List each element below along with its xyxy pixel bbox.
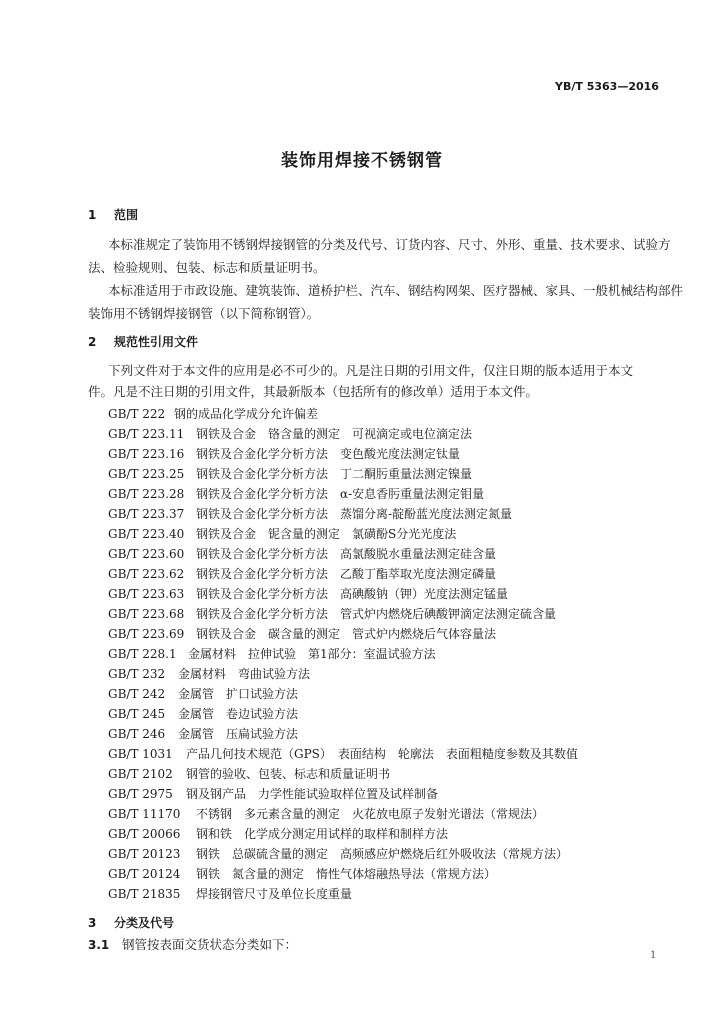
reference-code: GB/T 20066 <box>108 827 181 841</box>
reference-item <box>108 605 556 622</box>
reference-title: 钢铁 氮含量的测定 惰性气体熔融热导法（常规方法） <box>196 867 497 881</box>
page-number: 1 <box>650 950 657 961</box>
reference-code: GB/T 223.63 <box>108 587 185 601</box>
reference-item <box>108 565 496 582</box>
reference-item <box>108 405 318 422</box>
reference-title: 钢及钢产品 力学性能试验取样位置及试样制备 <box>186 787 439 801</box>
reference-code: GB/T 223.16 <box>108 447 185 461</box>
reference-title: 不锈钢 多元素含量的测定 火花放电原子发射光谱法（常规法） <box>196 807 545 821</box>
section-3-heading <box>88 914 174 931</box>
reference-title: 钢铁及合金化学分析方法 管式炉内燃烧后碘酸钾滴定法测定硫含量 <box>196 607 557 621</box>
scope-paragraph-2-line-2: 装饰用不锈钢焊接钢管（以下简称钢管）。 <box>88 306 320 321</box>
reference-title: 钢铁及合金化学分析方法 丁二酮肟重量法测定镍量 <box>196 467 473 481</box>
reference-title: 焊接钢管尺寸及单位长度重量 <box>196 887 353 901</box>
reference-item <box>108 525 456 542</box>
reference-code: GB/T 246 <box>108 727 166 741</box>
reference-item <box>108 625 496 642</box>
reference-code: GB/T 242 <box>108 687 166 701</box>
reference-code: GB/T 223.69 <box>108 627 185 641</box>
section-number: 2 <box>88 335 97 349</box>
reference-code: GB/T 20124 <box>108 867 181 881</box>
reference-item <box>108 465 472 482</box>
reference-item <box>108 645 436 662</box>
reference-title: 钢铁及合金化学分析方法 高碘酸钠（钾）光度法测定锰量 <box>196 587 509 601</box>
reference-title: 产品几何技术规范（GPS） 表面结构 轮廓法 表面粗糙度参数及其数值 <box>186 747 578 761</box>
section-title: 规范性引用文件 <box>114 335 199 349</box>
scope-paragraph-2-line-1: 本标准适用于市政设施、建筑装饰、道桥护栏、汽车、钢结构网架、医疗器械、家具、一般机械结构部件 <box>108 283 684 298</box>
reference-title: 钢铁及合金化学分析方法 蒸馏分离-靛酚蓝光度法测定氮量 <box>196 507 513 521</box>
scope-paragraph-1-line-1: 本标准规定了装饰用不锈钢焊接钢管的分类及代号、订货内容、尺寸、外形、重量、技术要求、试验方 <box>108 237 671 252</box>
reference-code: GB/T 2975 <box>108 787 173 801</box>
section-1-heading <box>88 206 138 223</box>
reference-item <box>108 885 352 902</box>
reference-code: GB/T 1031 <box>108 747 173 761</box>
reference-title: 金属管 压扁试验方法 <box>178 727 299 741</box>
section-title: 分类及代号 <box>114 916 175 930</box>
reference-item <box>108 425 472 442</box>
reference-code: GB/T 228.1 <box>108 647 177 661</box>
reference-item <box>108 485 484 502</box>
reference-code: GB/T 223.37 <box>108 507 185 521</box>
clause-3-1 <box>88 934 297 956</box>
reference-title: 钢铁 总碳硫含量的测定 高频感应炉燃烧后红外吸收法（常规方法） <box>196 847 569 861</box>
reference-item <box>108 705 298 722</box>
reference-code: GB/T 223.11 <box>108 427 185 441</box>
reference-title: 金属管 卷边试验方法 <box>178 707 299 721</box>
scope-paragraph-1-line-2: 法、检验规则、包装、标志和质量证明书。 <box>88 260 326 275</box>
reference-title: 金属管 扩口试验方法 <box>178 687 299 701</box>
reference-code: GB/T 21835 <box>108 887 181 901</box>
reference-code: GB/T 223.40 <box>108 527 185 541</box>
section-2-heading <box>88 333 198 350</box>
reference-code: GB/T 223.60 <box>108 547 185 561</box>
references-intro-line-2: 件。凡是不注日期的引用文件，其最新版本（包括所有的修改单）适用于本文件。 <box>88 384 539 399</box>
section-number: 1 <box>88 208 97 222</box>
reference-title: 钢管的验收、包装、标志和质量证明书 <box>186 767 391 781</box>
reference-title: 钢铁及合金化学分析方法 高氯酸脱水重量法测定硅含量 <box>196 547 497 561</box>
reference-item <box>108 665 310 682</box>
reference-title: 钢和铁 化学成分测定用试样的取样和制样方法 <box>196 827 449 841</box>
reference-item <box>108 785 438 802</box>
reference-item <box>108 765 390 782</box>
reference-title: 钢铁及合金 铌含量的测定 氯磺酚S分光光度法 <box>196 527 457 541</box>
reference-item <box>108 865 496 882</box>
reference-item <box>108 825 448 842</box>
reference-code: GB/T 2102 <box>108 767 173 781</box>
reference-code: GB/T 232 <box>108 667 166 681</box>
reference-code: GB/T 11170 <box>108 807 181 821</box>
reference-code: GB/T 223.25 <box>108 467 185 481</box>
clause-number: 3.1 <box>88 938 110 952</box>
reference-title: 金属材料 拉伸试验 第1部分：室温试验方法 <box>188 647 436 661</box>
reference-code: GB/T 223.68 <box>108 607 185 621</box>
reference-code: GB/T 223.62 <box>108 567 185 581</box>
reference-item <box>108 805 544 822</box>
reference-title: 钢铁及合金 铬含量的测定 可视滴定或电位滴定法 <box>196 427 473 441</box>
reference-title: 钢铁及合金 碳含量的测定 管式炉内燃烧后气体容量法 <box>196 627 497 641</box>
references-intro-line-1: 下列文件对于本文件的应用是必不可少的。凡是注日期的引用文件，仅注日期的版本适用于本文 <box>108 363 634 378</box>
section-number: 3 <box>88 916 97 930</box>
reference-code: GB/T 222 <box>108 407 166 421</box>
reference-title: 钢铁及合金化学分析方法 α-安息香肟重量法测定钼量 <box>196 487 485 501</box>
reference-item <box>108 725 298 742</box>
reference-item <box>108 685 298 702</box>
reference-item <box>108 505 512 522</box>
reference-item <box>108 545 496 562</box>
reference-title: 金属材料 弯曲试验方法 <box>178 667 311 681</box>
reference-code: GB/T 20123 <box>108 847 181 861</box>
reference-item <box>108 445 460 462</box>
reference-item <box>108 745 578 762</box>
document-title: 装饰用焊接不锈钢管 <box>281 151 443 171</box>
reference-title: 钢的成品化学成分允许偏差 <box>174 407 319 421</box>
clause-text: 钢管按表面交货状态分类如下： <box>122 937 298 952</box>
reference-code: GB/T 223.28 <box>108 487 185 501</box>
standard-code: YB/T 5363—2016 <box>555 80 659 93</box>
section-title: 范围 <box>114 208 139 222</box>
reference-code: GB/T 245 <box>108 707 166 721</box>
reference-item <box>108 845 568 862</box>
reference-item <box>108 585 508 602</box>
reference-title: 钢铁及合金化学分析方法 变色酸光度法测定钛量 <box>196 447 461 461</box>
reference-title: 钢铁及合金化学分析方法 乙酸丁酯萃取光度法测定磷量 <box>196 567 497 581</box>
